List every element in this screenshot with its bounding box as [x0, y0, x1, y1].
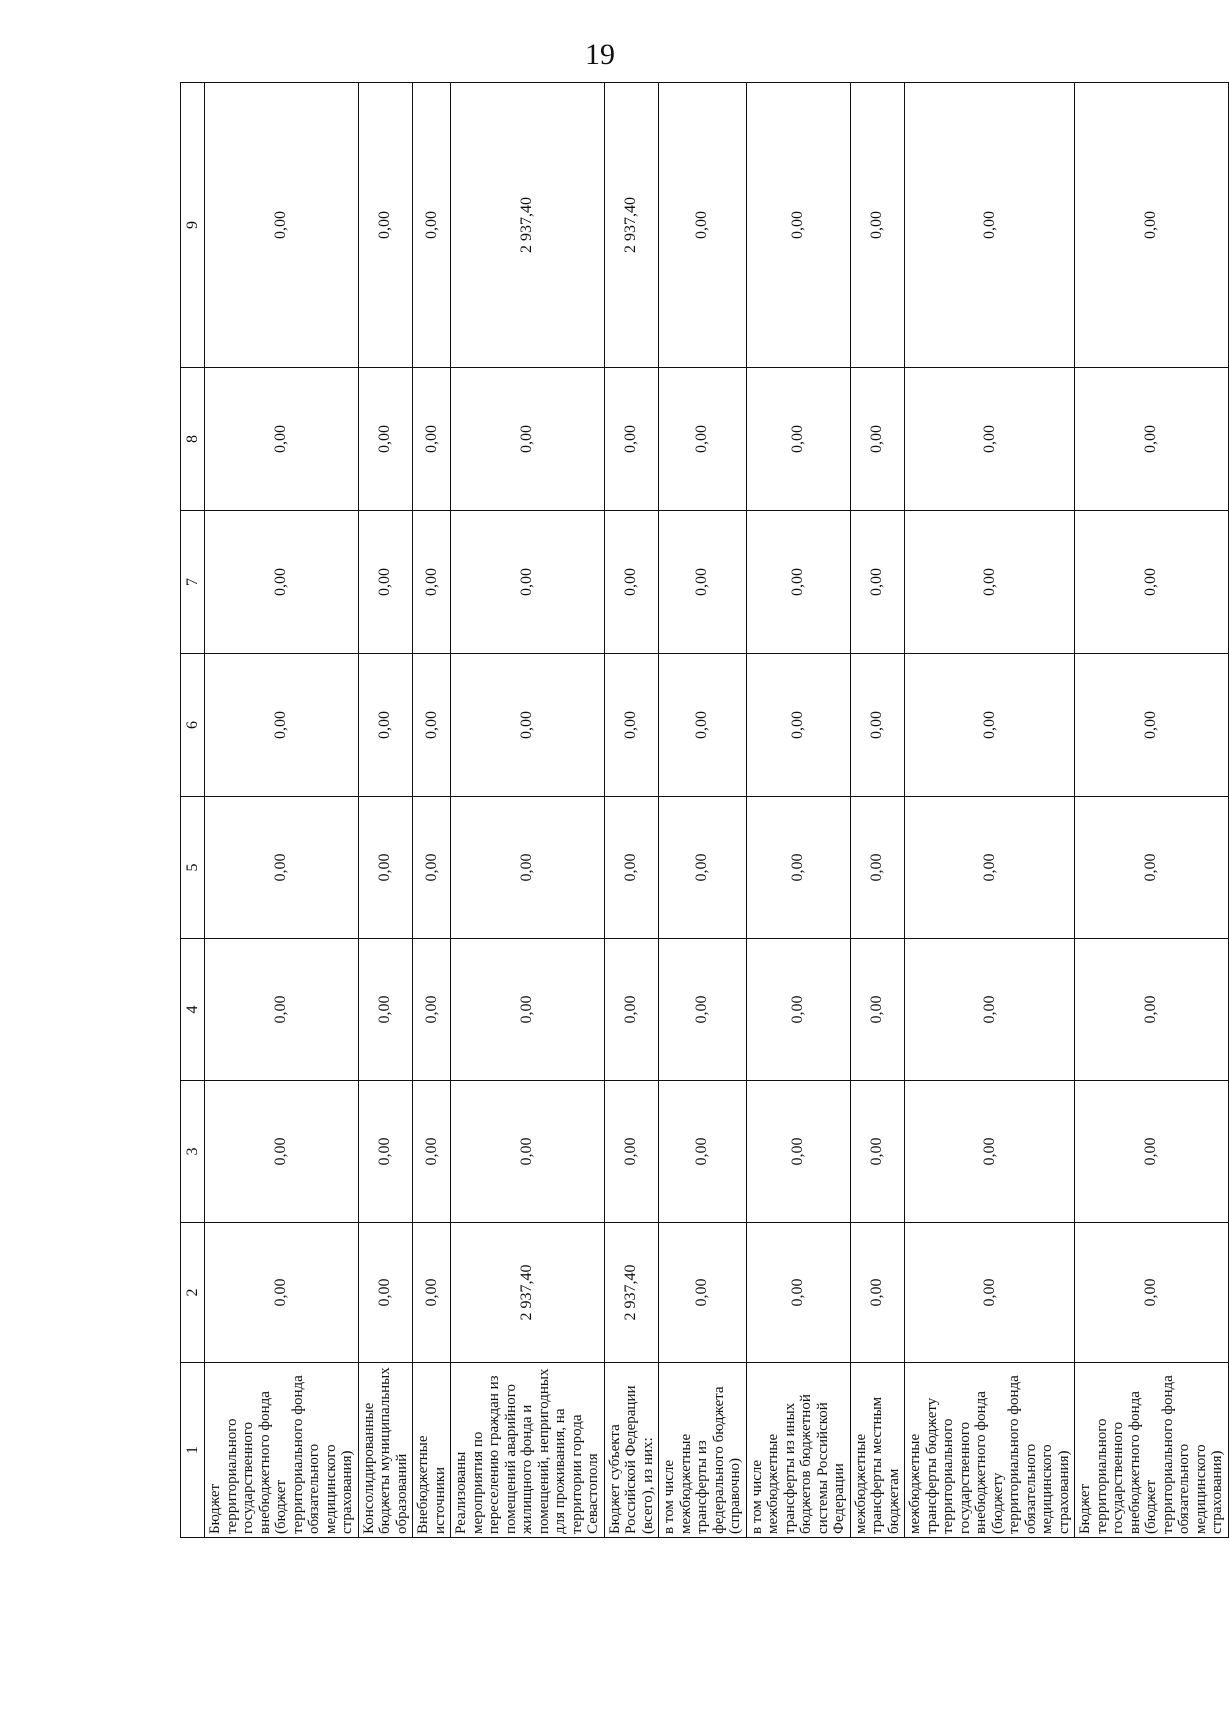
- value-cell: 0,00: [358, 368, 413, 511]
- row-label: межбюджетные трансферты местным бюджетам: [850, 1363, 905, 1538]
- value-cell: 0,00: [413, 1081, 451, 1223]
- value-cell: 0,00: [604, 511, 659, 654]
- table-row: [905, 83, 1075, 1538]
- value-cell: 0,00: [604, 797, 659, 939]
- value-cell: 0,00: [205, 797, 359, 939]
- value-cell: 0,00: [358, 1223, 413, 1363]
- value-cell: 0,00: [905, 654, 1075, 797]
- column-header: 4: [181, 939, 205, 1081]
- value-cell: 0,00: [604, 368, 659, 511]
- value-cell: 0,00: [659, 1223, 747, 1363]
- value-cell: 0,00: [746, 1081, 850, 1223]
- value-cell: 0,00: [413, 797, 451, 939]
- value-cell: 0,00: [659, 1081, 747, 1223]
- value-cell: 0,00: [746, 1223, 850, 1363]
- value-cell: 0,00: [451, 939, 605, 1081]
- value-cell: 0,00: [850, 511, 905, 654]
- value-cell: 0,00: [358, 511, 413, 654]
- value-cell: 0,00: [413, 368, 451, 511]
- value-cell: 0,00: [205, 83, 359, 368]
- row-label: Реализованы мероприятия по переселению граждан из помещений аварийного жилищного фонда и помещений, непригодных для проживания, на территории города Севастополя: [451, 1363, 605, 1538]
- value-cell: 2 937,40: [451, 1223, 605, 1363]
- column-header: 7: [181, 511, 205, 654]
- table-row: [1075, 83, 1229, 1538]
- value-cell: 0,00: [905, 368, 1075, 511]
- column-header: 8: [181, 368, 205, 511]
- value-cell: 0,00: [659, 654, 747, 797]
- value-cell: 0,00: [413, 939, 451, 1081]
- value-cell: 0,00: [905, 939, 1075, 1081]
- row-label: межбюджетные трансферты бюджету территориального государственного внебюджетного фонда (бюджету территориального фонда обязательного медицинского страхования): [905, 1363, 1075, 1538]
- row-label: Внебюджетные источники: [413, 1363, 451, 1538]
- value-cell: 0,00: [746, 939, 850, 1081]
- table-row: [358, 83, 413, 1538]
- value-cell: 0,00: [850, 1223, 905, 1363]
- value-cell: 0,00: [659, 939, 747, 1081]
- value-cell: 0,00: [850, 939, 905, 1081]
- value-cell: 0,00: [413, 511, 451, 654]
- table-row: [850, 83, 905, 1538]
- value-cell: 0,00: [850, 1081, 905, 1223]
- value-cell: 0,00: [905, 797, 1075, 939]
- value-cell: 2 937,40: [604, 1223, 659, 1363]
- value-cell: 0,00: [1075, 511, 1229, 654]
- value-cell: 0,00: [205, 1223, 359, 1363]
- value-cell: 0,00: [746, 511, 850, 654]
- value-cell: 0,00: [1075, 797, 1229, 939]
- row-label: Консолидированные бюджеты муниципальных образований: [358, 1363, 413, 1538]
- value-cell: 0,00: [1075, 83, 1229, 368]
- value-cell: 0,00: [413, 1223, 451, 1363]
- value-cell: 0,00: [205, 654, 359, 797]
- value-cell: 0,00: [451, 1081, 605, 1223]
- value-cell: 0,00: [746, 797, 850, 939]
- value-cell: 0,00: [358, 939, 413, 1081]
- value-cell: 0,00: [746, 368, 850, 511]
- value-cell: 0,00: [659, 797, 747, 939]
- value-cell: 0,00: [358, 1081, 413, 1223]
- page-number: 19: [585, 38, 615, 71]
- value-cell: 0,00: [604, 1081, 659, 1223]
- value-cell: 0,00: [205, 939, 359, 1081]
- table-row: [205, 83, 359, 1538]
- value-cell: 0,00: [1075, 654, 1229, 797]
- value-cell: 0,00: [1075, 1223, 1229, 1363]
- value-cell: 0,00: [358, 83, 413, 368]
- value-cell: 0,00: [604, 654, 659, 797]
- value-cell: 0,00: [659, 511, 747, 654]
- column-header: 2: [181, 1223, 205, 1363]
- table-row: [604, 83, 659, 1538]
- value-cell: 0,00: [604, 939, 659, 1081]
- value-cell: 0,00: [413, 83, 451, 368]
- value-cell: 0,00: [1075, 1081, 1229, 1223]
- value-cell: 0,00: [205, 1081, 359, 1223]
- value-cell: 0,00: [451, 654, 605, 797]
- table-row: [451, 83, 605, 1538]
- value-cell: 0,00: [850, 797, 905, 939]
- value-cell: 0,00: [451, 511, 605, 654]
- column-header: 5: [181, 797, 205, 939]
- column-header: 9: [181, 83, 205, 368]
- table-row: [659, 83, 747, 1538]
- value-cell: 0,00: [659, 83, 747, 368]
- column-header: 6: [181, 654, 205, 797]
- value-cell: 2 937,40: [451, 83, 605, 368]
- column-header: 1: [181, 1363, 205, 1538]
- header-row: [181, 83, 205, 1538]
- row-label: Бюджет субъекта Российской Федерации (всего), из них:: [604, 1363, 659, 1538]
- value-cell: 0,00: [1075, 368, 1229, 511]
- value-cell: 0,00: [905, 511, 1075, 654]
- value-cell: 0,00: [905, 83, 1075, 368]
- value-cell: 0,00: [850, 654, 905, 797]
- value-cell: 0,00: [659, 368, 747, 511]
- row-label: Бюджет территориального государственного внебюджетного фонда (бюджет территориального фонда обязательного медицинского страхования): [205, 1363, 359, 1538]
- value-cell: 0,00: [205, 511, 359, 654]
- value-cell: 0,00: [358, 797, 413, 939]
- value-cell: 0,00: [746, 83, 850, 368]
- table-row: [413, 83, 451, 1538]
- value-cell: 2 937,40: [604, 83, 659, 368]
- rotated-table-container: [180, 83, 1225, 1538]
- row-label: в том числе межбюджетные трансферты из федерального бюджета (справочно): [659, 1363, 747, 1538]
- row-label: Бюджет территориального государственного внебюджетного фонда (бюджет территориального фонда обязательного медицинского страхования): [1075, 1363, 1229, 1538]
- value-cell: 0,00: [205, 368, 359, 511]
- value-cell: 0,00: [746, 654, 850, 797]
- value-cell: 0,00: [451, 797, 605, 939]
- value-cell: 0,00: [905, 1081, 1075, 1223]
- value-cell: 0,00: [358, 654, 413, 797]
- budget-table: [180, 82, 1229, 1538]
- column-header: 3: [181, 1081, 205, 1223]
- value-cell: 0,00: [850, 83, 905, 368]
- value-cell: 0,00: [905, 1223, 1075, 1363]
- value-cell: 0,00: [413, 654, 451, 797]
- value-cell: 0,00: [451, 368, 605, 511]
- table-row: [746, 83, 850, 1538]
- value-cell: 0,00: [850, 368, 905, 511]
- row-label: в том числе межбюджетные трансферты из иных бюджетов бюджетной системы Российской Федерации: [746, 1363, 850, 1538]
- value-cell: 0,00: [1075, 939, 1229, 1081]
